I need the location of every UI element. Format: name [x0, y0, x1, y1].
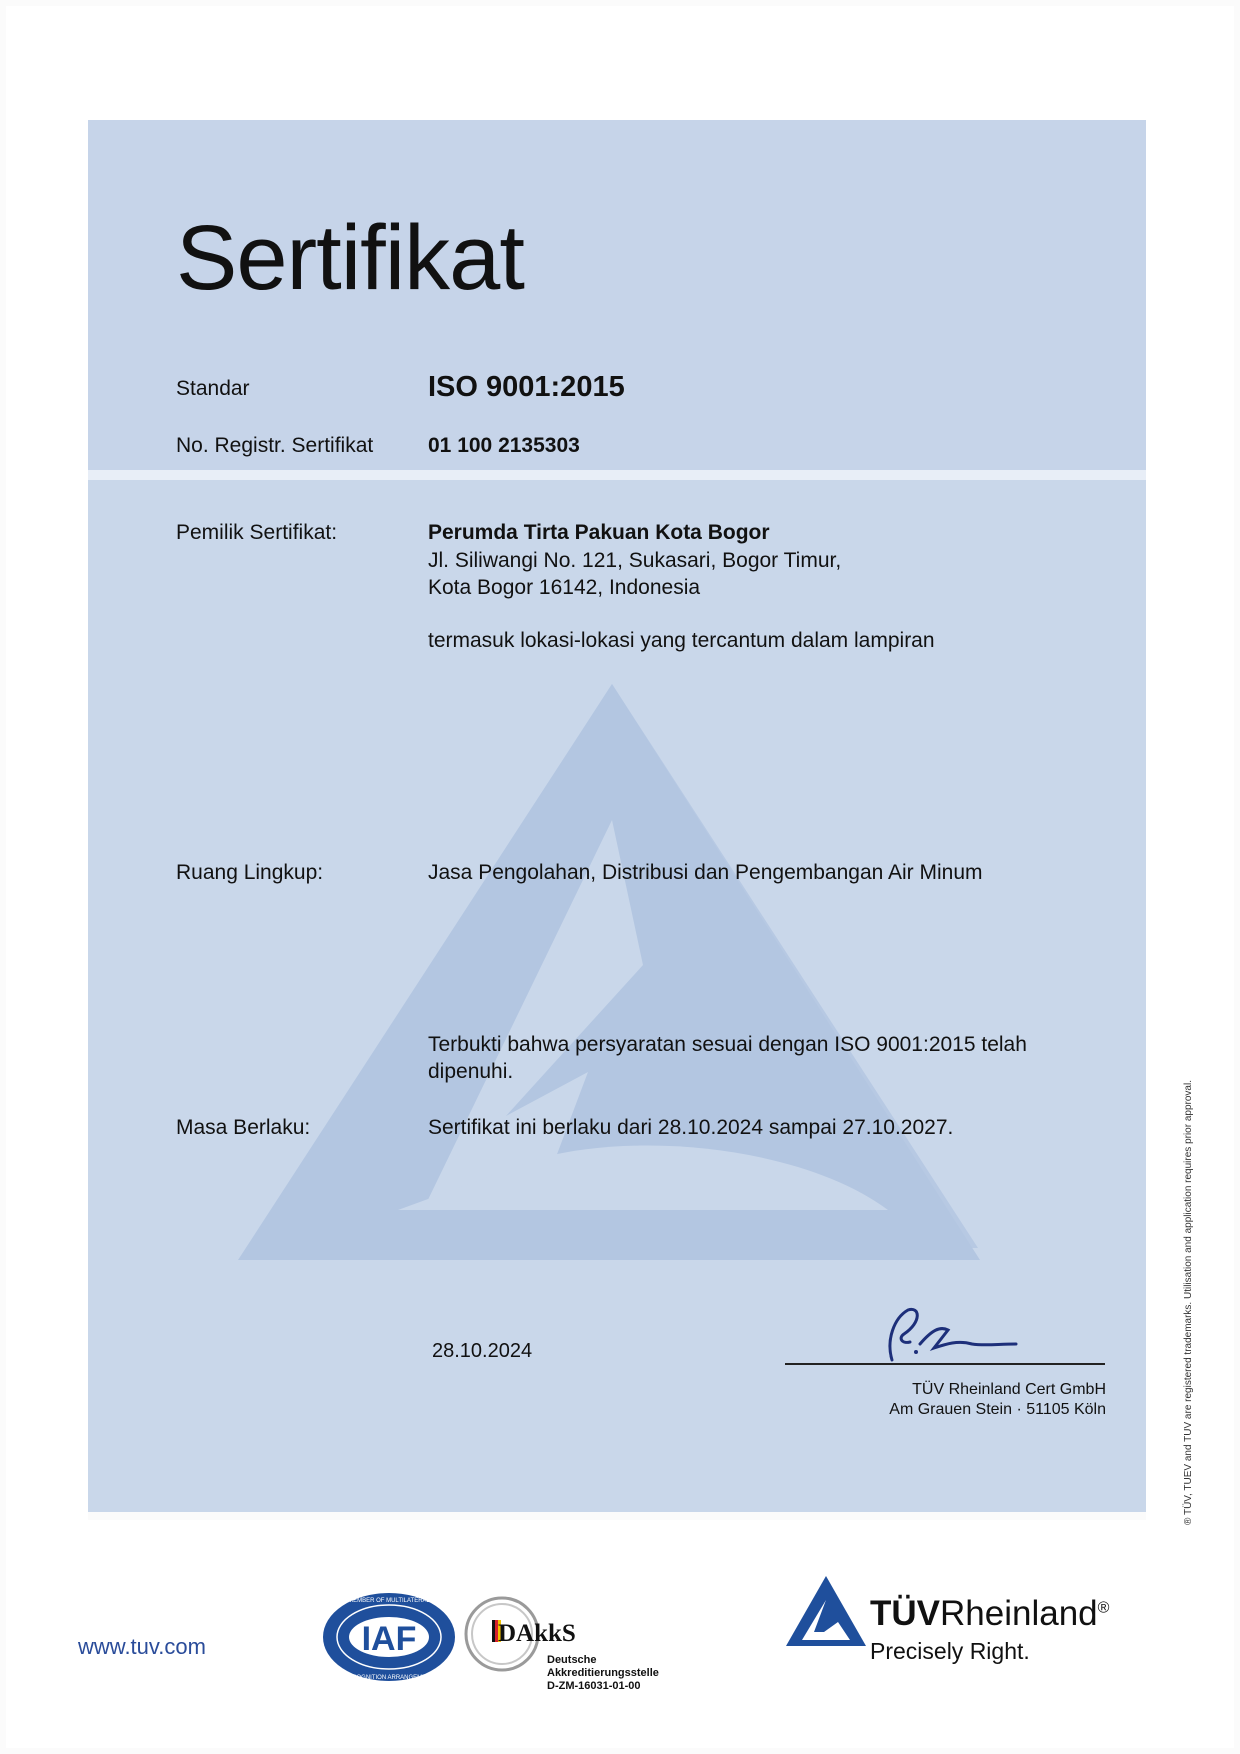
issuer-block	[889, 1380, 1106, 1420]
tuv-registered-mark: ®	[1097, 1599, 1110, 1617]
dakks-line3: D-ZM-16031-01-00	[547, 1680, 641, 1692]
dakks-title: DAkkS	[498, 1620, 576, 1647]
iaf-ring-bottom: RECOGNITION ARRANGEMENT	[343, 1675, 435, 1681]
registration-label: No. Registr. Sertifikat	[176, 434, 374, 457]
trademark-note: ® TÜV, TUEV and TUV are registered trademarks. Utilisation and application requires prior approval.	[1183, 1080, 1194, 1525]
certificate-title: Sertifikat	[176, 207, 524, 309]
signature-line	[785, 1363, 1105, 1365]
tuv-brand	[870, 1594, 1109, 1634]
tuv-slogan: Precisely Right.	[870, 1638, 1030, 1664]
scope-label: Ruang Lingkup:	[176, 861, 324, 884]
dakks-logo	[462, 1594, 682, 1698]
issuer-address: Am Grauen Stein · 51105 Köln	[889, 1401, 1106, 1418]
proof-statement-line1: Terbukti bahwa persyaratan sesuai dengan ISO 9001:2015 telah	[428, 1033, 1027, 1056]
dakks-line1: Deutsche	[547, 1654, 597, 1666]
registration-value: 01 100 2135303	[428, 434, 580, 457]
website-link[interactable]: www.tuv.com	[78, 1634, 206, 1659]
panel-bottom-curve	[88, 1512, 1146, 1520]
validity-label: Masa Berlaku:	[176, 1116, 311, 1139]
signature-icon	[880, 1300, 1020, 1368]
tuv-brand-bold: TÜV	[870, 1594, 940, 1633]
standard-label: Standar	[176, 377, 250, 400]
issuer-name: TÜV Rheinland Cert GmbH	[912, 1381, 1106, 1398]
holder-sites-note: termasuk lokasi-lokasi yang tercantum dalam lampiran	[428, 629, 935, 652]
validity-value: Sertifikat ini berlaku dari 28.10.2024 sampai 27.10.2027.	[428, 1116, 954, 1139]
holder-address-line1: Jl. Siliwangi No. 121, Sukasari, Bogor Timur,	[428, 549, 842, 572]
dakks-line2: Akkreditierungsstelle	[547, 1667, 659, 1679]
holder-label: Pemilik Sertifikat:	[176, 521, 338, 544]
standard-value: ISO 9001:2015	[428, 371, 625, 403]
iaf-ring-top: MEMBER OF MULTILATERAL	[348, 1598, 430, 1604]
tuv-triangle-logo-icon	[784, 1574, 868, 1648]
issue-date: 28.10.2024	[432, 1340, 533, 1362]
holder-name: Perumda Tirta Pakuan Kota Bogor	[428, 521, 770, 544]
tuv-brand-regular: Rheinland	[940, 1594, 1098, 1633]
iaf-text: IAF	[361, 1620, 417, 1658]
scope-value: Jasa Pengolahan, Distribusi dan Pengembangan Air Minum	[428, 861, 983, 884]
iaf-logo-icon	[320, 1590, 458, 1684]
proof-statement-line2: dipenuhi.	[428, 1060, 514, 1083]
holder-address-line2: Kota Bogor 16142, Indonesia	[428, 576, 701, 599]
dakks-subtitle	[547, 1654, 659, 1693]
